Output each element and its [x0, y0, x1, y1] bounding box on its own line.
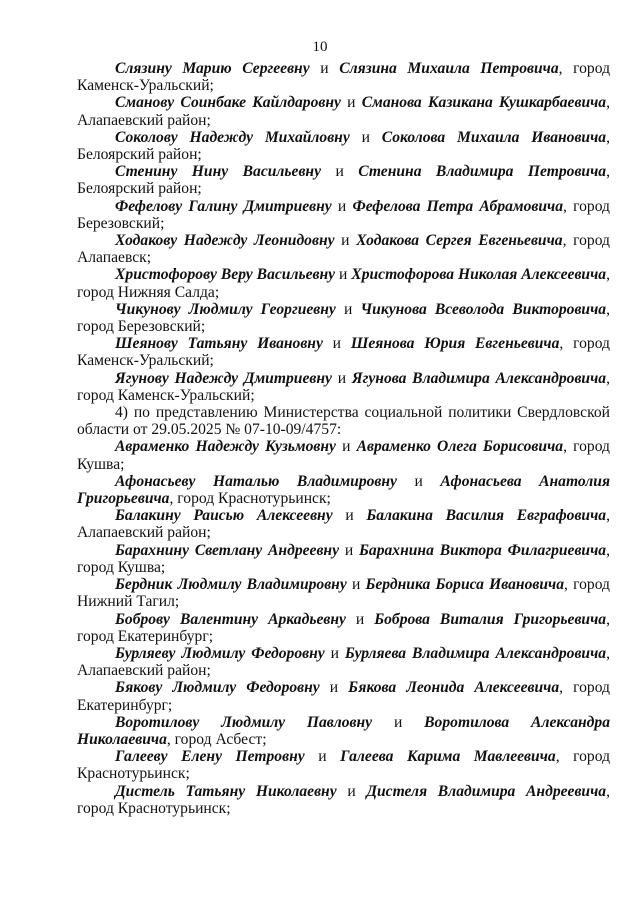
place-text: , город Алапаевск; [77, 232, 610, 267]
wife-name: Стенину Нину Васильевну [115, 163, 322, 181]
husband-name: Фефелова Петра Абрамовича [352, 197, 564, 215]
husband-name: Слязина Михаила Петровича [339, 60, 559, 77]
place-text: , город Екатеринбург; [77, 610, 610, 645]
husband-name: Воротилова Александра Николаевича [77, 713, 610, 748]
conjunction: и [349, 128, 382, 146]
husband-name: Чикунова Всеволода Викторовича [360, 300, 607, 318]
place-text: , город Каменск-Уральский; [77, 335, 610, 370]
wife-name: Сманову Соинбаке Кайлдаровну [115, 94, 341, 112]
husband-name: Бердника Бориса Ивановича [365, 576, 565, 594]
husband-name: Ягунова Владимира Александровича [351, 369, 607, 387]
husband-name: Шеянова Юрия Евгеньевича [350, 335, 560, 353]
conjunction: и [331, 197, 353, 215]
award-list-section-4 [77, 438, 610, 816]
page-number: 10 [312, 39, 328, 55]
conjunction: и [335, 300, 361, 318]
couple-entry [77, 611, 610, 645]
place-text: , город Каменск-Уральский; [77, 369, 610, 404]
couple-entry [77, 129, 610, 163]
place-text: , Алапаевский район; [77, 507, 610, 542]
conjunction: и [396, 472, 441, 490]
wife-name: Чикунову Людмилу Георгиевну [115, 300, 336, 318]
wife-name: Авраменко Надежду Кузьмовну [115, 438, 336, 456]
couple-entry [77, 198, 610, 232]
conjunction: и [336, 782, 367, 800]
wife-name: Соколову Надежду Михайловну [115, 128, 350, 146]
conjunction: и [335, 266, 352, 284]
husband-name: Дистеля Владимира Андреевича [366, 782, 607, 800]
wife-name: Галееву Елену Петровну [115, 748, 305, 766]
wife-name: Бякову Людмилу Федоровну [115, 679, 320, 697]
place-text: , город Кушва; [77, 438, 610, 473]
couple-entry [77, 645, 610, 679]
place-text: , город Нижняя Салда; [77, 266, 610, 301]
husband-name: Галеева Карима Мавлеевича [340, 748, 556, 766]
conjunction: и [309, 60, 340, 77]
husband-name: Стенина Владимира Петровича [358, 163, 607, 181]
couple-entry [77, 335, 610, 369]
wife-name: Воротилову Людмилу Павловну [115, 713, 373, 731]
wife-name: Шеянову Татьяну Ивановну [115, 335, 323, 353]
wife-name: Фефелову Галину Дмитриевну [115, 197, 332, 215]
husband-name: Боброва Виталия Григорьевича [374, 610, 607, 628]
conjunction: и [334, 232, 357, 250]
couple-entry [77, 748, 610, 782]
couple-entry [77, 576, 610, 610]
conjunction: и [319, 679, 349, 697]
husband-name: Авраменко Олега Борисовича [356, 438, 564, 456]
conjunction: и [324, 644, 345, 662]
conjunction: и [340, 94, 362, 112]
place-text: , город Кушва; [77, 541, 610, 576]
section-4-paragraph: 4) по представлению Министерства социальной политики Свердловской области от 29.05.2025 № 07-10-09/4757: [77, 404, 610, 439]
husband-name: Бякова Леонида Алексеевича [348, 679, 560, 697]
conjunction: и [332, 507, 367, 525]
husband-name: Балакина Василия Евграфовича [366, 507, 607, 525]
wife-name: Боброву Валентину Аркадьевну [115, 610, 346, 628]
place-text: , город Асбест; [166, 730, 267, 748]
wife-name: Дистель Татьяну Николаевну [115, 782, 337, 800]
husband-name: Соколова Михаила Ивановича [381, 128, 607, 146]
place-text: , город Березовский; [77, 197, 610, 232]
couple-entry [77, 60, 610, 94]
conjunction: и [321, 163, 359, 181]
conjunction: и [346, 576, 366, 594]
place-text: , Белоярский район; [77, 163, 610, 198]
couple-entry [77, 370, 610, 404]
place-text: , город Нижний Тагил; [77, 576, 610, 611]
husband-name: Бурляева Владимира Александровича [344, 644, 607, 662]
couple-entry [77, 438, 610, 472]
conjunction: и [304, 748, 341, 766]
conjunction: и [322, 335, 351, 353]
place-text: , Белоярский район; [77, 128, 610, 164]
place-text: , город Краснотурьинск; [77, 748, 611, 783]
couple-entry [77, 507, 610, 541]
wife-name: Бердник Людмилу Владимировну [115, 576, 347, 594]
wife-name: Барахнину Светлану Андреевну [115, 541, 340, 559]
award-list-section-3 [77, 60, 610, 404]
couple-entry [77, 232, 610, 266]
couple-entry [77, 473, 610, 507]
couple-entry [77, 783, 610, 817]
husband-name: Ходакова Сергея Евгеньевича [356, 232, 563, 250]
conjunction: и [335, 438, 357, 456]
husband-name: Афонасьева Анатолия Григорьевича [77, 472, 611, 508]
wife-name: Христофорову Веру Васильевну [115, 266, 336, 284]
conjunction: и [372, 713, 425, 731]
wife-name: Афонасьеву Наталью Владимировну [115, 472, 397, 490]
place-text: , Алапаевский район; [77, 94, 611, 129]
place-text: , Алапаевский район; [77, 644, 610, 680]
conjunction: и [345, 610, 375, 628]
couple-entry [77, 301, 610, 335]
place-text: , город Краснотурьинск; [169, 490, 331, 508]
wife-name: Слязину Марию Сергеевну [115, 60, 310, 77]
couple-entry [77, 94, 610, 128]
couple-entry [77, 163, 610, 197]
place-text: , город Екатеринбург; [77, 679, 610, 714]
husband-name: Христофорова Николая Алексеевича [351, 266, 607, 284]
place-text: , город Краснотурьинск; [77, 782, 610, 817]
husband-name: Барахнина Виктора Филагриевича [359, 541, 607, 559]
couple-entry [77, 542, 610, 576]
place-text: , город Березовский; [77, 300, 610, 336]
couple-entry [77, 679, 610, 713]
wife-name: Ягунову Надежду Дмитриевну [115, 369, 332, 387]
wife-name: Бурляеву Людмилу Федоровну [115, 644, 325, 662]
conjunction: и [339, 541, 359, 559]
couple-entry [77, 266, 610, 300]
conjunction: и [331, 369, 352, 387]
wife-name: Балакину Раисью Алексеевну [115, 507, 333, 525]
place-text: , город Каменск-Уральский; [77, 60, 611, 95]
wife-name: Ходакову Надежду Леонидовну [115, 232, 335, 250]
document-body [77, 60, 610, 817]
couple-entry [77, 714, 610, 748]
husband-name: Сманова Казикана Кушкарбаевича [361, 94, 607, 112]
